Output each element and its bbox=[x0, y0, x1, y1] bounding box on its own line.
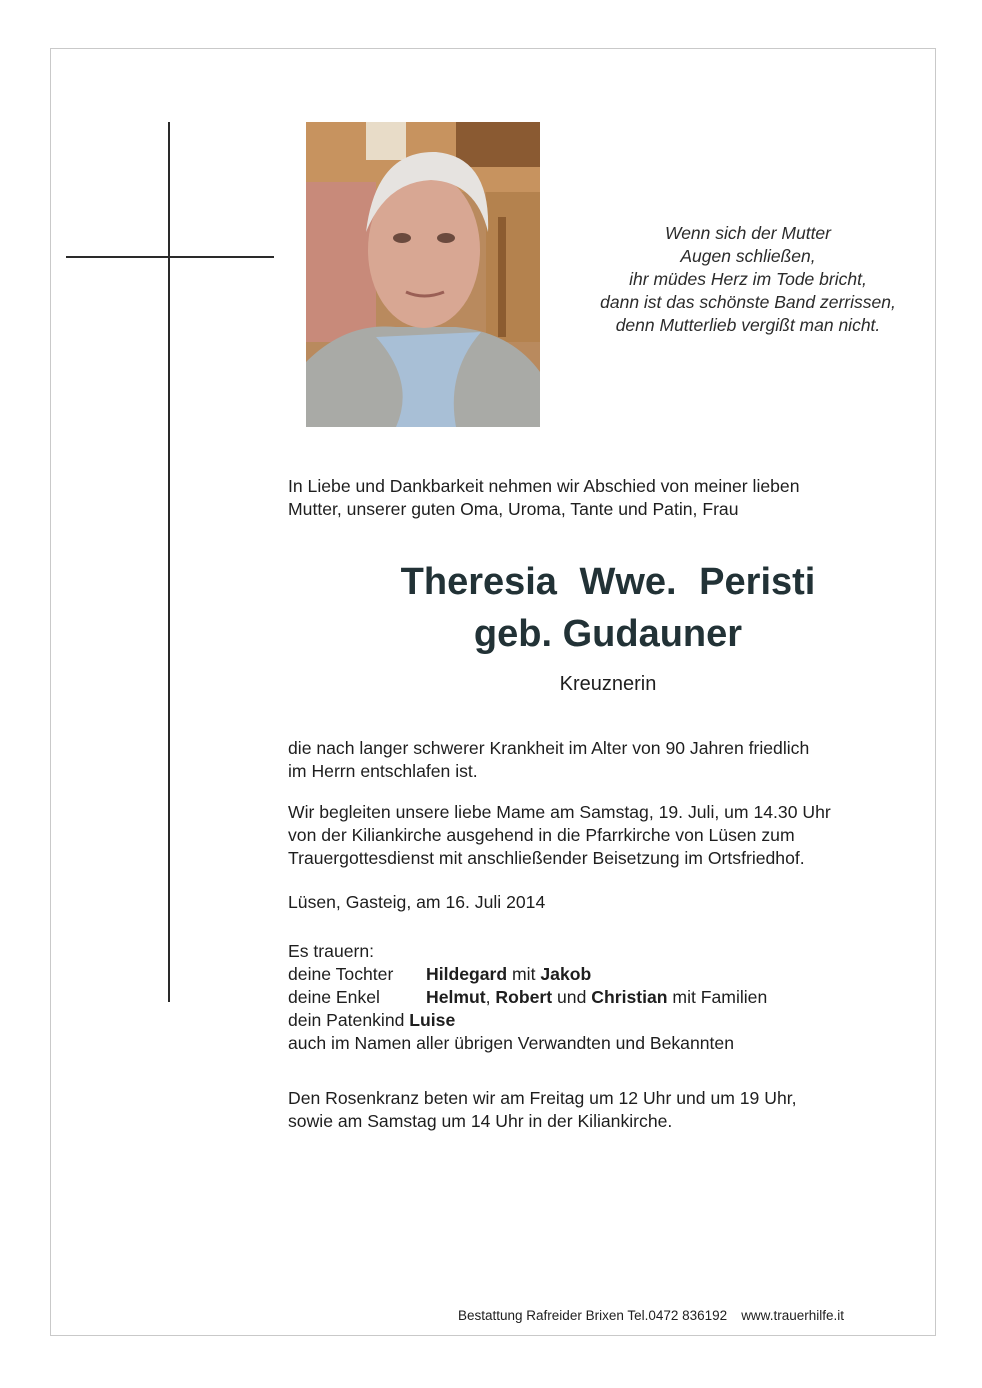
death-notice-line: die nach langer schwerer Krankheit im Alter von 90 Jahren friedlich bbox=[288, 738, 810, 758]
poem-line: denn Mutterlieb vergißt man nicht. bbox=[615, 315, 881, 335]
rosary-line: sowie am Samstag um 14 Uhr in der Kiliankirche. bbox=[288, 1111, 673, 1131]
mourner-label: deine Enkel bbox=[288, 987, 380, 1007]
intro-line: In Liebe und Dankbarkeit nehmen wir Abschied von meiner lieben bbox=[288, 476, 800, 496]
farm-name: Kreuznerin bbox=[559, 673, 657, 695]
funeral-line: von der Kiliankirche ausgehend in die Pfarrkirche von Lüsen zum bbox=[288, 825, 795, 845]
mourner-label: deine Tochter bbox=[288, 964, 394, 984]
mourner-name: Jakob bbox=[540, 964, 592, 984]
cross-horizontal-bar bbox=[66, 256, 274, 258]
poem-line: ihr müdes Herz im Tode bricht, bbox=[629, 269, 867, 289]
mourners-others: auch im Namen aller übrigen Verwandten und Bekannten bbox=[288, 1033, 734, 1053]
mourner-label: dein Patenkind bbox=[288, 1010, 405, 1030]
mourner-grandchildren: deine Enkel Helmut, Robert und Christian mit Familien bbox=[288, 987, 768, 1007]
mourners-heading: Es trauern: bbox=[288, 941, 375, 961]
mourner-connector: mit bbox=[512, 964, 536, 984]
place-date: Lüsen, Gasteig, am 16. Juli 2014 bbox=[288, 892, 546, 912]
poem-line: Wenn sich der Mutter bbox=[665, 223, 831, 243]
mourner-connector: und bbox=[557, 987, 587, 1007]
website-link[interactable]: www.trauerhilfe.it bbox=[741, 1308, 844, 1323]
mourner-name: Helmut bbox=[426, 987, 486, 1007]
footer bbox=[458, 1308, 844, 1323]
death-notice-line: im Herrn entschlafen ist. bbox=[288, 761, 478, 781]
mourner-suffix: mit Familien bbox=[672, 987, 768, 1007]
mourner-name: Hildegard bbox=[426, 964, 508, 984]
mourners-list bbox=[288, 940, 767, 1055]
rosary-line: Den Rosenkranz beten wir am Freitag um 12 Uhr und um 19 Uhr, bbox=[288, 1088, 797, 1108]
undertaker-info: Bestattung Rafreider Brixen Tel.0472 836192 bbox=[458, 1308, 728, 1323]
poem-line: Augen schließen, bbox=[680, 246, 816, 266]
mourner-godchild bbox=[288, 1009, 767, 1032]
cross-vertical-bar bbox=[168, 122, 170, 1002]
funeral-line: Trauergottesdienst mit anschließender Beisetzung im Ortsfriedhof. bbox=[288, 848, 805, 868]
mourner-daughter bbox=[288, 963, 767, 986]
funeral-line: Wir begleiten unsere liebe Mame am Samstag, 19. Juli, um 14.30 Uhr bbox=[288, 802, 831, 822]
portrait-photo bbox=[306, 122, 540, 427]
mourner-name: Luise bbox=[409, 1010, 456, 1030]
deceased-maiden-name: geb. Gudauner bbox=[473, 613, 743, 655]
mourner-name: Robert bbox=[495, 987, 553, 1007]
memorial-poem bbox=[556, 222, 940, 337]
poem-line: dann ist das schönste Band zerrissen, bbox=[600, 292, 896, 312]
intro-line: Mutter, unserer guten Oma, Uroma, Tante und Patin, Frau bbox=[288, 499, 739, 519]
deceased-name: Theresia Wwe. Peristi bbox=[400, 561, 816, 603]
mourner-name: Christian bbox=[591, 987, 668, 1007]
